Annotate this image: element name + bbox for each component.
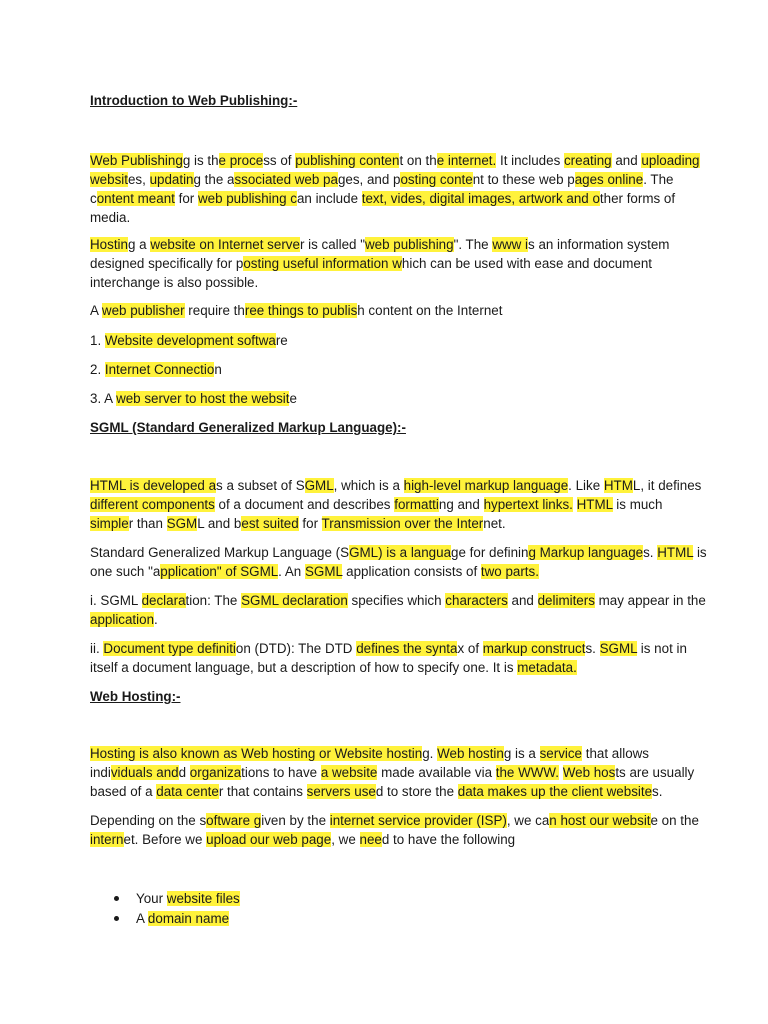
highlighted-text: Internet Connectio [104,362,215,377]
highlighted-text: formatti [394,497,439,512]
text-line [90,640,687,658]
text-run: ". The [453,237,493,252]
highlighted-text: delimiters [537,593,595,608]
text-run: L and b [197,516,242,531]
highlighted-text: creating [563,153,612,168]
heading-web-hosting: Web Hosting:- [90,689,181,704]
text-run: d to store the [375,784,458,799]
text-run: made available via [377,765,496,780]
text-line [136,910,229,928]
text-run: hich can be used with ease and document [401,256,653,271]
text-line [90,477,701,495]
text-run: ts are usually [615,765,695,780]
text-line [90,190,675,208]
highlighted-text: Web hostin [437,746,504,761]
text-run: et. Before we [123,832,207,847]
highlighted-text: simple [90,516,129,531]
highlighted-text: metadata. [517,660,577,675]
highlighted-text: application [90,612,155,627]
highlighted-text: the WWW. [495,765,559,780]
highlighted-text: Web Publishing [90,153,183,168]
text-run: d [178,765,190,780]
highlighted-text: HTML [576,497,613,512]
text-run: and [507,593,538,608]
text-run: s. [652,784,663,799]
highlighted-text: hypertext links. [483,497,573,512]
highlighted-text: pplication" of SGML [160,564,279,579]
text-run: interchange is also possible. [90,275,259,290]
text-line [90,764,694,782]
highlighted-text: uploading [641,153,700,168]
highlighted-text: websit [90,172,128,187]
highlighted-text: n host our websit [549,813,651,828]
text-run: net. [483,516,506,531]
text-run: d to have the following [381,832,516,847]
text-run: It includes [496,153,564,168]
text-run: t on th [399,153,437,168]
text-line [90,544,707,562]
text-run: Depending on the s [90,813,207,828]
text-run: e on the [650,813,699,828]
highlighted-text: Transmission over the Inter [321,516,484,531]
text-run: iven by the [261,813,330,828]
highlighted-text: nee [359,832,382,847]
text-run: for [298,516,322,531]
text-run: x of [457,641,483,656]
text-line [90,659,577,677]
highlighted-text: characters [445,593,508,608]
highlighted-text: www i [492,237,529,252]
highlighted-text: ontent meant [96,191,175,206]
highlighted-text: GML [304,478,334,493]
text-run: itself a document language, but a description of how to specify one. It is [90,660,518,675]
text-run: on (DTD): The DTD [235,641,357,656]
text-run: . An [278,564,305,579]
highlighted-text: SGML [304,564,343,579]
text-run: L, it defines [632,478,702,493]
bullet-dot-icon [114,896,119,901]
text-run: designed specifically for p [90,256,244,271]
text-run: s an information system [528,237,670,252]
highlighted-text: servers use [306,784,376,799]
highlighted-text: ree things to publis [244,303,358,318]
text-run: is much [612,497,663,512]
text-run: h content on the Internet [357,303,503,318]
highlighted-text: osting conte [400,172,473,187]
text-line [90,236,669,254]
text-run: for [174,191,198,206]
highlighted-text: ssociated web pa [234,172,338,187]
highlighted-text: viduals and [110,765,179,780]
highlighted-text: e internet. [436,153,497,168]
text-run: c [90,191,97,206]
text-run: require th [184,303,245,318]
highlighted-text: HTML [657,545,694,560]
highlighted-text: domain name [147,911,230,926]
highlighted-text: a website [320,765,378,780]
highlighted-text: web publishing [364,237,454,252]
highlighted-text: est suited [241,516,299,531]
text-run: ges, and p [337,172,401,187]
text-run: , we ca [506,813,550,828]
text-run: specifies which [347,593,446,608]
text-run: ge for definin [451,545,529,560]
text-run: g the a [193,172,235,187]
text-line [90,496,662,514]
text-run: es, [127,172,150,187]
text-run: ng and [438,497,484,512]
text-run: an include [296,191,362,206]
highlighted-text: Website development softwa [104,333,276,348]
text-run: ss of [263,153,296,168]
text-line [90,274,258,292]
highlighted-text: SGML [599,641,638,656]
text-run: g a [127,237,151,252]
text-line [90,745,649,763]
text-run: . The [643,172,674,187]
text-run: is [693,545,707,560]
text-line [90,361,222,379]
text-line [90,812,699,830]
highlighted-text: website files [166,891,240,906]
text-run: g is a [503,746,540,761]
text-run: A [90,303,102,318]
text-line [90,515,506,533]
text-run: . [154,612,158,627]
text-run: Your [136,891,167,906]
text-line [90,563,539,581]
highlighted-text: declara [141,593,186,608]
text-run: and [611,153,642,168]
highlighted-text: high-level markup language [403,478,569,493]
highlighted-text: text, vides, digital images, artwork and o [361,191,600,206]
highlighted-text: SGM [166,516,198,531]
highlighted-text: data makes up the client website [457,784,653,799]
text-run: Standard Generalized Markup Language (S [90,545,350,560]
highlighted-text: e proce [218,153,264,168]
text-run: . Like [568,478,604,493]
text-run: indi [90,765,111,780]
text-run: r is called " [299,237,365,252]
text-run: i. SGML [90,593,142,608]
text-line [90,332,288,350]
highlighted-text: GML) is a langua [349,545,452,560]
highlighted-text: updatin [149,172,194,187]
text-run: one such "a [90,564,161,579]
highlighted-text: upload our web page [206,832,332,847]
text-run: 3. A [90,391,117,406]
text-run: tions to have [241,765,321,780]
highlighted-text: osting useful information w [243,256,402,271]
text-run: 2. [90,362,105,377]
text-line [90,152,700,170]
text-run: of a document and describes [214,497,395,512]
text-run: application consists of [342,564,481,579]
highlighted-text: web server to host the websit [116,391,290,406]
text-run: g is th [182,153,219,168]
text-run: media. [90,210,131,225]
text-run: r than [128,516,167,531]
text-run: e [289,391,297,406]
text-run: s a subset of S [216,478,305,493]
highlighted-text: publishing conten [295,153,400,168]
highlighted-text: HTM [603,478,633,493]
highlighted-text: oftware g [206,813,262,828]
text-line [136,890,240,908]
text-run: nt to these web p [472,172,575,187]
highlighted-text: organiza [189,765,242,780]
highlighted-text: web publishing c [197,191,297,206]
highlighted-text: website on Internet serve [150,237,300,252]
text-line [90,390,297,408]
text-line [90,255,652,273]
highlighted-text: HTML is developed a [90,478,217,493]
highlighted-text: defines the synta [356,641,458,656]
highlighted-text: service [539,746,583,761]
text-run: may appear in the [594,593,706,608]
heading-sgml: SGML (Standard Generalized Markup Language):- [90,420,406,435]
text-line [90,592,706,610]
highlighted-text: Document type definiti [103,641,236,656]
text-run: , we [331,832,360,847]
text-run: , which is a [333,478,404,493]
text-run: ther forms of [599,191,676,206]
text-run: n [214,362,222,377]
text-line [90,209,130,227]
text-line [90,302,502,320]
highlighted-text: Hosting is also known as Web hosting or Website hostin [90,746,423,761]
highlighted-text: Hostin [90,237,128,252]
highlighted-text: ages online [574,172,644,187]
text-run: ii. [90,641,104,656]
text-line [90,171,673,189]
highlighted-text: web publisher [101,303,185,318]
text-run: tion: The [185,593,242,608]
text-run: s. [585,641,600,656]
text-run: 1. [90,333,105,348]
highlighted-text: SGML declaration [241,593,348,608]
text-run: is not in [637,641,687,656]
text-line [90,831,515,849]
highlighted-text: data cente [156,784,219,799]
highlighted-text: internet service provider (ISP) [329,813,507,828]
highlighted-text: markup construct [482,641,586,656]
bullet-dot-icon [114,916,119,921]
text-run: s. [643,545,658,560]
heading-intro-web-publishing: Introduction to Web Publishing:- [90,93,298,108]
text-run: based of a [90,784,157,799]
text-line [90,611,158,629]
highlighted-text: Web hos [562,765,616,780]
highlighted-text: intern [90,832,124,847]
text-run: A [136,911,148,926]
text-run: r that contains [218,784,307,799]
text-run: re [275,333,288,348]
highlighted-text: different components [90,497,215,512]
text-line [90,783,662,801]
text-run: g. [422,746,438,761]
highlighted-text: g Markup language [528,545,644,560]
highlighted-text: two parts. [480,564,539,579]
text-run: that allows [582,746,650,761]
